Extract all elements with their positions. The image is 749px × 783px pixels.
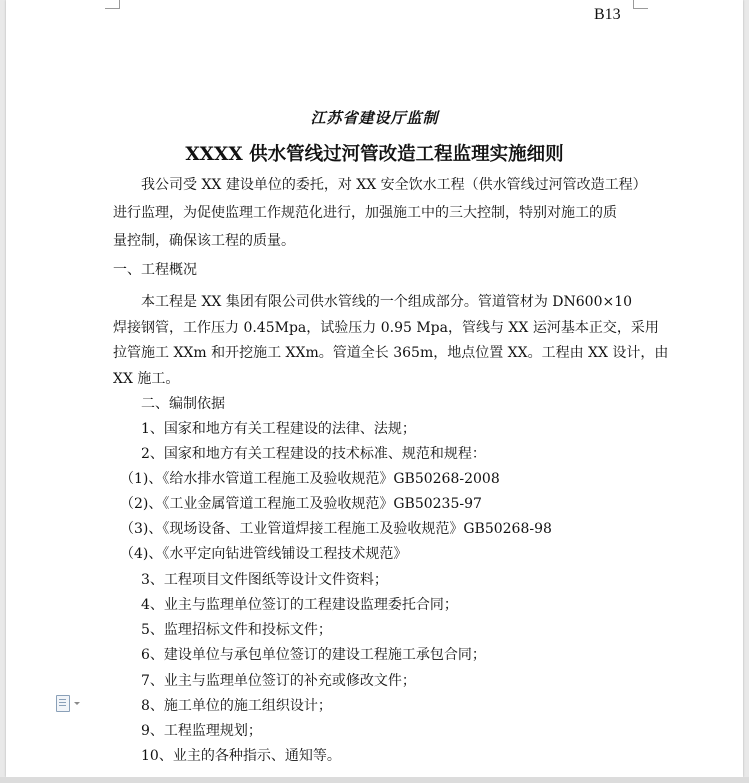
overview-line-3: 拉管施工 XXm 和开挖施工 XXm。管道全长 365m，地点位置 XX。工程由 XX 设计，由 xyxy=(113,345,669,361)
overview-line-2: 焊接钢管，工作压力 0.45Mpa，试验压力 0.95 Mpa，管线与 XX 运河基本正交，采用 xyxy=(113,320,659,336)
intro-line-2: 进行监理，为促使监理工作规范化进行，加强施工中的三大控制，特别对施工的质 xyxy=(113,205,617,221)
basis-item: 8、施工单位的施工组织设计； xyxy=(113,698,332,714)
basis-item: 6、建设单位与承包单位签订的建设工程施工承包合同； xyxy=(113,647,486,663)
basis-item: 1、国家和地方有关工程建设的法律、法规； xyxy=(113,421,416,437)
basis-item: 3、工程项目文件图纸等设计文件资料； xyxy=(113,572,388,588)
overview-line-1: 本工程是 XX 集团有限公司供水管线的一个组成部分。管道管材为 DN600×10 xyxy=(113,294,633,310)
intro-line-3: 量控制，确保该工程的质量。 xyxy=(113,233,295,249)
basis-item: 2、国家和地方有关工程建设的技术标准、规范和规程： xyxy=(113,446,486,462)
form-code: B13 xyxy=(594,6,621,23)
document-page xyxy=(6,0,743,777)
page-corner-mark-right xyxy=(633,0,648,9)
section-heading-overview: 一、工程概况 xyxy=(113,262,197,278)
basis-item: 4、业主与监理单位签订的工程建设监理委托合同； xyxy=(113,597,458,613)
basis-item: （3)、《现场设备、工业管道焊接工程施工及验收规范》GB50268-98 xyxy=(113,521,552,537)
intro-line-1: 我公司受 XX 建设单位的委托，对 XX 安全饮水工程（供水管线过河管改造工程） xyxy=(113,177,647,193)
basis-item: 9、工程监理规划； xyxy=(113,723,262,739)
basis-item: （4)、《水平定向钻进管线铺设工程技术规范》 xyxy=(113,546,408,562)
supervisor-line: 江苏省建设厅监制 xyxy=(310,109,439,127)
overview-line-4: XX 施工。 xyxy=(113,371,180,387)
section-heading-basis: 二、编制依据 xyxy=(113,396,225,412)
basis-item: 10、业主的各种指示、通知等。 xyxy=(113,748,341,764)
chevron-down-icon[interactable] xyxy=(74,702,80,705)
paste-options-icon[interactable] xyxy=(56,695,70,712)
page-gap xyxy=(0,777,749,783)
document-title: XXXX 供水管线过河管改造工程监理实施细则 xyxy=(185,144,564,165)
basis-item: 7、业主与监理单位签订的补充或修改文件； xyxy=(113,673,416,689)
basis-item: 5、监理招标文件和投标文件； xyxy=(113,622,332,638)
basis-item: （2)、《工业金属管道工程施工及验收规范》GB50235-97 xyxy=(113,496,482,512)
basis-item: （1)、《给水排水管道工程施工及验收规范》GB50268-2008 xyxy=(113,471,500,487)
page-corner-mark-left xyxy=(105,0,120,9)
